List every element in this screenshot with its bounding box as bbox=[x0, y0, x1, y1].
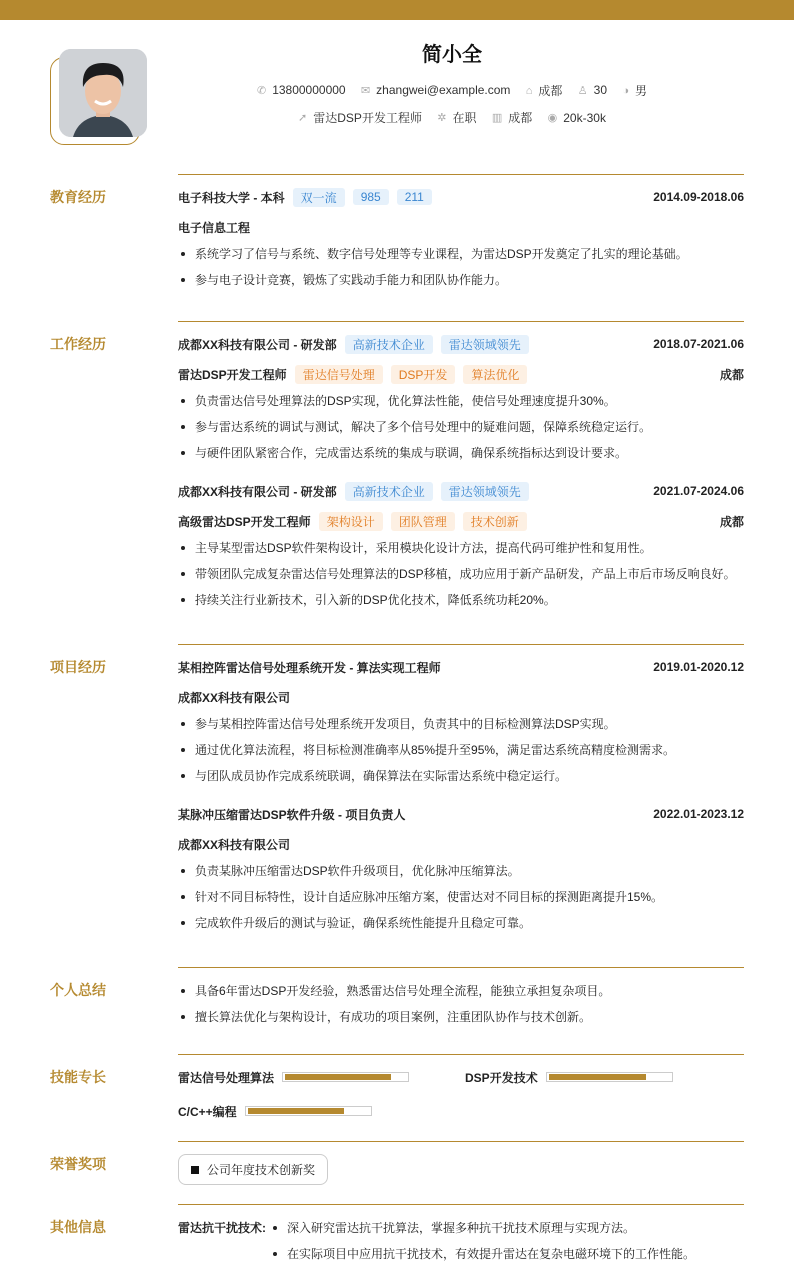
skill-bar bbox=[282, 1072, 409, 1082]
skill-tag: 算法优化 bbox=[463, 365, 527, 384]
date: 2019.01-2020.12 bbox=[653, 660, 744, 674]
list-item: 负责某脉冲压缩雷达DSP软件升级项目，优化脉冲压缩算法。 bbox=[178, 858, 744, 884]
list-item: 针对不同目标特性，设计自适应脉冲压缩方案，使雷达对不同目标的探测距离提升15%。 bbox=[178, 884, 744, 910]
contact-info-row bbox=[160, 82, 744, 99]
list-item: 与团队成员协作完成系统联调，确保算法在实际雷达系统中稳定运行。 bbox=[178, 763, 744, 789]
list-item: 持续关注行业新技术，引入新的DSP优化技术，降低系统功耗20%。 bbox=[178, 587, 744, 613]
list-item: 与硬件团队紧密合作，完成雷达系统的集成与联调，确保系统指标达到设计要求。 bbox=[178, 440, 744, 466]
project-company: 成都XX科技有限公司 bbox=[178, 837, 291, 852]
list-item: 带领团队完成复杂雷达信号处理算法的DSP移植，成功应用于新产品研发，产品上市后市场反响良好。 bbox=[178, 561, 744, 587]
location: 成都 bbox=[538, 84, 563, 98]
list-item: 参与某相控阵雷达信号处理系统开发项目，负责其中的目标检测算法DSP实现。 bbox=[178, 711, 744, 737]
list-item: 在实际项目中应用抗干扰技术，有效提升雷达在复杂电磁环境下的工作性能。 bbox=[270, 1241, 695, 1267]
tag: 211 bbox=[397, 189, 432, 205]
company: 成都XX科技有限公司 - 研发部 bbox=[178, 484, 337, 499]
honor-badge bbox=[178, 1154, 328, 1185]
tag: 双一流 bbox=[293, 188, 345, 207]
skill-tag: DSP开发 bbox=[391, 365, 456, 384]
age: 30 bbox=[593, 83, 608, 97]
list-item: 擅长算法优化与架构设计，有成功的项目案例，注重团队协作与技术创新。 bbox=[178, 1004, 744, 1030]
top-accent-bar bbox=[0, 0, 794, 20]
date: 2021.07-2024.06 bbox=[653, 484, 744, 498]
tag: 985 bbox=[353, 189, 389, 205]
skill-bar-fill bbox=[549, 1074, 646, 1080]
date: 2018.07-2021.06 bbox=[653, 337, 744, 351]
list-item: 具备6年雷达DSP开发经验，熟悉雷达信号处理全流程，能独立承担复杂项目。 bbox=[178, 978, 744, 1004]
skill-bar-fill bbox=[285, 1074, 391, 1080]
job-intent-row bbox=[160, 109, 744, 126]
email-icon: ✉ bbox=[360, 84, 371, 97]
status: 在职 bbox=[452, 111, 477, 125]
project-name: 某相控阵雷达信号处理系统开发 - 算法实现工程师 bbox=[178, 660, 441, 675]
skill-tag: 团队管理 bbox=[391, 512, 455, 531]
tag: 雷达领域领先 bbox=[441, 335, 529, 354]
honor-text: 公司年度技术创新奖 bbox=[207, 1163, 316, 1177]
skill-item bbox=[178, 1067, 409, 1087]
list-item: 深入研究雷达抗干扰算法，掌握多种抗干扰技术原理与实现方法。 bbox=[270, 1215, 695, 1241]
building-icon: ▥ bbox=[491, 112, 503, 124]
avatar-photo bbox=[59, 49, 147, 137]
skill-name: DSP开发技术 bbox=[465, 1070, 538, 1085]
city: 成都 bbox=[508, 111, 533, 125]
section-label: 个人总结 bbox=[50, 982, 106, 998]
company: 成都XX科技有限公司 - 研发部 bbox=[178, 337, 337, 352]
skill-bar bbox=[546, 1072, 673, 1082]
tag: 高新技术企业 bbox=[345, 335, 433, 354]
section-label: 技能专长 bbox=[50, 1069, 106, 1085]
home-icon: ⌂ bbox=[525, 84, 533, 97]
city: 成都 bbox=[719, 367, 744, 382]
tag: 高新技术企业 bbox=[345, 482, 433, 501]
summary-section bbox=[50, 967, 744, 1030]
list-item: 负责雷达信号处理算法的DSP实现，优化算法性能，使信号处理速度提升30%。 bbox=[178, 388, 744, 414]
skill-tag: 架构设计 bbox=[319, 512, 383, 531]
job-title: 雷达DSP开发工程师 bbox=[178, 367, 287, 382]
skill-name: C/C++编程 bbox=[178, 1104, 237, 1119]
projects-section bbox=[50, 644, 744, 936]
skills-section bbox=[50, 1054, 744, 1121]
list-item: 主导某型雷达DSP软件架构设计，采用模块化设计方法，提高代码可维护性和复用性。 bbox=[178, 535, 744, 561]
list-item: 通过优化算法流程，将目标检测准确率从85%提升至95%，满足雷达系统高精度检测需求。 bbox=[178, 737, 744, 763]
cake-icon: ♙ bbox=[577, 84, 588, 97]
city: 成都 bbox=[719, 514, 744, 529]
work-section bbox=[50, 321, 744, 613]
phone: 13800000000 bbox=[272, 83, 346, 97]
position: 雷达DSP开发工程师 bbox=[313, 111, 422, 125]
section-label: 教育经历 bbox=[50, 189, 106, 205]
school: 电子科技大学 - 本科 bbox=[178, 190, 285, 205]
skill-item bbox=[178, 1101, 744, 1121]
tag: 雷达领域领先 bbox=[441, 482, 529, 501]
candidate-name: 简小全 bbox=[422, 44, 482, 66]
skill-bar bbox=[245, 1106, 372, 1116]
skill-item bbox=[465, 1067, 673, 1087]
education-section bbox=[50, 174, 744, 293]
list-item: 完成软件升级后的测试与验证，确保系统性能提升且稳定可靠。 bbox=[178, 910, 744, 936]
gender-icon: ◑ bbox=[622, 84, 630, 97]
other-title: 雷达抗干扰技术: bbox=[178, 1221, 266, 1235]
section-label: 工作经历 bbox=[50, 336, 106, 352]
square-bullet-icon bbox=[191, 1166, 199, 1174]
honors-section bbox=[50, 1141, 744, 1185]
phone-icon: ✆ bbox=[256, 84, 267, 97]
list-item: 系统学习了信号与系统、数字信号处理等专业课程，为雷达DSP开发奠定了扎实的理论基础。 bbox=[178, 241, 744, 267]
salary-icon: ◉ bbox=[547, 112, 558, 124]
skill-tag: 技术创新 bbox=[463, 512, 527, 531]
status-icon: ✲ bbox=[437, 112, 447, 124]
section-label: 项目经历 bbox=[50, 659, 106, 675]
project-company: 成都XX科技有限公司 bbox=[178, 690, 291, 705]
date: 2022.01-2023.12 bbox=[653, 807, 744, 821]
list-item: 参与雷达系统的调试与测试，解决了多个信号处理中的疑难问题，保障系统稳定运行。 bbox=[178, 414, 744, 440]
skill-bar-fill bbox=[248, 1108, 345, 1114]
major: 电子信息工程 bbox=[178, 220, 251, 235]
other-section bbox=[50, 1204, 744, 1267]
gender: 男 bbox=[635, 84, 648, 98]
send-icon: ➚ bbox=[298, 112, 308, 124]
section-label: 荣誉奖项 bbox=[50, 1156, 106, 1172]
job-title: 高级雷达DSP开发工程师 bbox=[178, 514, 311, 529]
email: zhangwei@example.com bbox=[376, 83, 511, 97]
skill-name: 雷达信号处理算法 bbox=[178, 1070, 275, 1085]
salary: 20k-30k bbox=[563, 110, 606, 125]
skill-tag: 雷达信号处理 bbox=[295, 365, 383, 384]
list-item: 参与电子设计竞赛，锻炼了实践动手能力和团队协作能力。 bbox=[178, 267, 744, 293]
section-label: 其他信息 bbox=[50, 1219, 106, 1235]
project-name: 某脉冲压缩雷达DSP软件升级 - 项目负责人 bbox=[178, 807, 406, 822]
date: 2014.09-2018.06 bbox=[653, 190, 744, 204]
